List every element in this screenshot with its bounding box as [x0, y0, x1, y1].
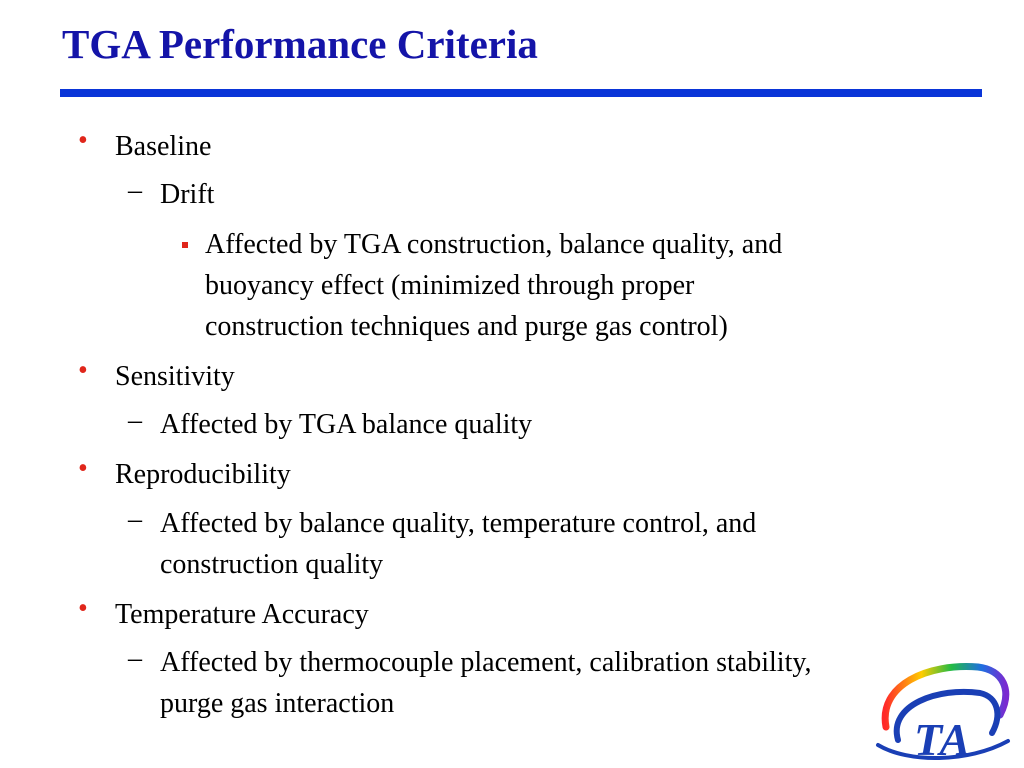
bullet-dot-icon: • — [78, 593, 88, 624]
bullet-dot-icon: • — [78, 355, 88, 386]
logo-text: TA — [914, 714, 971, 765]
dash-icon: – — [128, 504, 142, 535]
sub-bullet-line: Affected by thermocouple placement, calibration stability, — [160, 647, 812, 678]
sub-sub-bullet-line: buoyancy effect (minimized through proper — [205, 270, 695, 301]
bullet-sensitivity: Sensitivity — [115, 361, 235, 392]
sub-bullet-line: Affected by balance quality, temperature control, and — [160, 508, 757, 539]
sub-bullet-drift: Drift — [160, 179, 215, 210]
bullet-dot-icon: • — [78, 453, 88, 484]
dash-icon: – — [128, 405, 142, 436]
sub-bullet-line: Affected by TGA balance quality — [160, 409, 533, 440]
bullet-baseline: Baseline — [115, 131, 212, 162]
sub-sub-bullet-line: construction techniques and purge gas control) — [205, 311, 728, 342]
sub-bullet-line: purge gas interaction — [160, 688, 395, 719]
sub-bullet-line: construction quality — [160, 549, 384, 580]
dash-icon: – — [128, 643, 142, 674]
bullet-reproducibility: Reproducibility — [115, 459, 291, 490]
dash-icon: – — [128, 175, 142, 206]
bullet-temperature-accuracy: Temperature Accuracy — [115, 599, 369, 630]
ta-instruments-logo-icon — [868, 645, 1018, 765]
sub-sub-bullet-line: Affected by TGA construction, balance quality, and — [205, 229, 783, 260]
slide-title: TGA Performance Criteria — [62, 21, 538, 67]
square-bullet-icon — [182, 242, 188, 248]
bullet-dot-icon: • — [78, 125, 88, 156]
